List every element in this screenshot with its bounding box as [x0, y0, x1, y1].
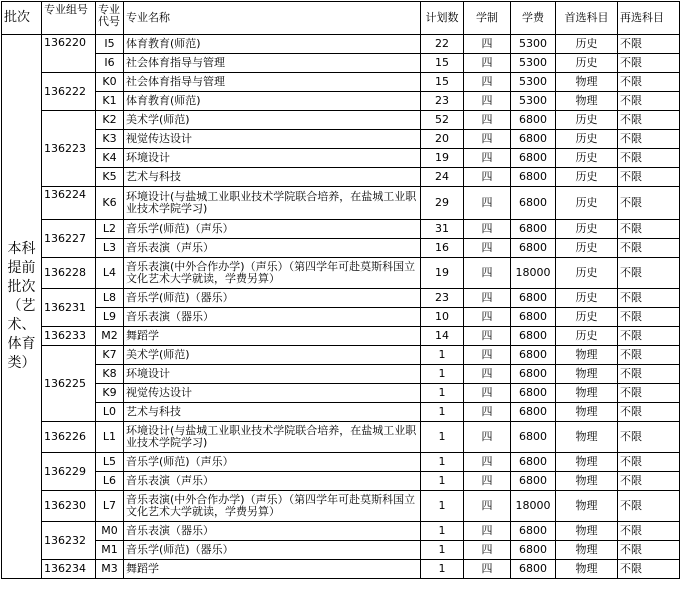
second-subject-cell: 不限: [618, 187, 680, 220]
major-code-cell: L2: [96, 220, 124, 239]
plan-count-cell: 1: [421, 453, 464, 472]
second-subject-cell: 不限: [618, 384, 680, 403]
plan-count-cell: 15: [421, 54, 464, 73]
duration-cell: 四: [464, 220, 511, 239]
second-subject-cell: 不限: [618, 491, 680, 522]
second-subject-cell: 不限: [618, 453, 680, 472]
major-code-cell: L5: [96, 453, 124, 472]
duration-cell: 四: [464, 35, 511, 54]
tuition-cell: 6800: [511, 384, 556, 403]
duration-cell: 四: [464, 92, 511, 111]
table-row: [2, 491, 680, 522]
table-row: [2, 168, 680, 187]
table-row: [2, 187, 680, 220]
major-code-cell: L4: [96, 258, 124, 289]
major-code-cell: I5: [96, 35, 124, 54]
tuition-cell: 6800: [511, 346, 556, 365]
table-row: [2, 54, 680, 73]
second-subject-cell: 不限: [618, 346, 680, 365]
plan-count-cell: 19: [421, 258, 464, 289]
major-name-cell: 社会体育指导与管理: [124, 54, 421, 73]
plan-count-cell: 1: [421, 560, 464, 579]
table-row: [2, 522, 680, 541]
first-subject-cell: 历史: [556, 130, 618, 149]
tuition-cell: 6800: [511, 541, 556, 560]
plan-count-cell: 1: [421, 522, 464, 541]
major-name-cell: 音乐表演（声乐）: [124, 472, 421, 491]
plan-count-cell: 1: [421, 365, 464, 384]
major-name-cell: 体育教育(师范): [124, 92, 421, 111]
plan-count-cell: 14: [421, 327, 464, 346]
header-batch: 批次: [2, 2, 42, 35]
header-first-subject: 首选科目: [556, 2, 618, 35]
major-code-cell: L6: [96, 472, 124, 491]
duration-cell: 四: [464, 541, 511, 560]
tuition-cell: 6800: [511, 187, 556, 220]
plan-count-cell: 31: [421, 220, 464, 239]
second-subject-cell: 不限: [618, 168, 680, 187]
plan-count-cell: 1: [421, 422, 464, 453]
group-id-cell: 136229: [42, 453, 96, 491]
plan-count-cell: 29: [421, 187, 464, 220]
header-group: 专业组号: [42, 2, 96, 35]
header-code: 专业代号: [96, 2, 124, 35]
table-row: [2, 308, 680, 327]
major-code-cell: M2: [96, 327, 124, 346]
second-subject-cell: 不限: [618, 54, 680, 73]
major-code-cell: L0: [96, 403, 124, 422]
tuition-cell: 6800: [511, 560, 556, 579]
admission-plan-table: [1, 1, 680, 579]
tuition-cell: 6800: [511, 239, 556, 258]
header-duration: 学制: [464, 2, 511, 35]
table-row: [2, 422, 680, 453]
first-subject-cell: 物理: [556, 73, 618, 92]
header-fee: 学费: [511, 2, 556, 35]
major-code-cell: K9: [96, 384, 124, 403]
table-row: [2, 560, 680, 579]
group-id-cell: 136222: [42, 73, 96, 111]
table-row: [2, 403, 680, 422]
plan-count-cell: 1: [421, 403, 464, 422]
tuition-cell: 18000: [511, 491, 556, 522]
plan-count-cell: 20: [421, 130, 464, 149]
duration-cell: 四: [464, 111, 511, 130]
first-subject-cell: 历史: [556, 258, 618, 289]
major-name-cell: 音乐表演（声乐）: [124, 239, 421, 258]
first-subject-cell: 历史: [556, 111, 618, 130]
first-subject-cell: 物理: [556, 384, 618, 403]
plan-count-cell: 23: [421, 92, 464, 111]
plan-count-cell: 52: [421, 111, 464, 130]
second-subject-cell: 不限: [618, 472, 680, 491]
major-code-cell: M0: [96, 522, 124, 541]
table-row: [2, 365, 680, 384]
first-subject-cell: 历史: [556, 35, 618, 54]
duration-cell: 四: [464, 346, 511, 365]
major-name-cell: 美术学(师范): [124, 346, 421, 365]
tuition-cell: 6800: [511, 453, 556, 472]
second-subject-cell: 不限: [618, 92, 680, 111]
second-subject-cell: 不限: [618, 365, 680, 384]
duration-cell: 四: [464, 73, 511, 92]
table-row: [2, 258, 680, 289]
second-subject-cell: 不限: [618, 289, 680, 308]
tuition-cell: 6800: [511, 130, 556, 149]
header-row: [2, 2, 680, 35]
major-name-cell: 舞蹈学: [124, 327, 421, 346]
major-code-cell: L8: [96, 289, 124, 308]
tuition-cell: 6800: [511, 168, 556, 187]
major-name-cell: 音乐学(师范)（器乐）: [124, 289, 421, 308]
table-row: [2, 453, 680, 472]
tuition-cell: 6800: [511, 365, 556, 384]
duration-cell: 四: [464, 365, 511, 384]
table-row: [2, 111, 680, 130]
second-subject-cell: 不限: [618, 522, 680, 541]
second-subject-cell: 不限: [618, 73, 680, 92]
plan-count-cell: 1: [421, 346, 464, 365]
group-id-cell: 136227: [42, 220, 96, 258]
tuition-cell: 6800: [511, 289, 556, 308]
tuition-cell: 5300: [511, 73, 556, 92]
duration-cell: 四: [464, 327, 511, 346]
duration-cell: 四: [464, 384, 511, 403]
second-subject-cell: 不限: [618, 111, 680, 130]
table-row: [2, 289, 680, 308]
tuition-cell: 6800: [511, 522, 556, 541]
first-subject-cell: 物理: [556, 422, 618, 453]
table-row: [2, 35, 680, 54]
header-name: 专业名称: [124, 2, 421, 35]
major-name-cell: 环境设计: [124, 365, 421, 384]
plan-count-cell: 23: [421, 289, 464, 308]
table-body: [2, 35, 680, 579]
major-code-cell: K4: [96, 149, 124, 168]
major-name-cell: 音乐学(师范)（器乐）: [124, 541, 421, 560]
major-code-cell: K3: [96, 130, 124, 149]
second-subject-cell: 不限: [618, 403, 680, 422]
major-name-cell: 音乐表演（器乐）: [124, 522, 421, 541]
second-subject-cell: 不限: [618, 35, 680, 54]
tuition-cell: 6800: [511, 220, 556, 239]
table-row: [2, 472, 680, 491]
major-code-cell: L3: [96, 239, 124, 258]
first-subject-cell: 历史: [556, 187, 618, 220]
major-code-cell: M3: [96, 560, 124, 579]
duration-cell: 四: [464, 560, 511, 579]
second-subject-cell: 不限: [618, 149, 680, 168]
first-subject-cell: 物理: [556, 365, 618, 384]
major-code-cell: K0: [96, 73, 124, 92]
first-subject-cell: 物理: [556, 541, 618, 560]
second-subject-cell: 不限: [618, 560, 680, 579]
tuition-cell: 18000: [511, 258, 556, 289]
first-subject-cell: 物理: [556, 522, 618, 541]
plan-count-cell: 22: [421, 35, 464, 54]
major-name-cell: 音乐表演(中外合作办学)（声乐）（第四学年可赴莫斯科国立文化艺术大学就读，学费另算）: [124, 491, 421, 522]
major-name-cell: 艺术与科技: [124, 403, 421, 422]
major-name-cell: 音乐学(师范)（声乐）: [124, 220, 421, 239]
major-name-cell: 环境设计(与盐城工业职业技术学院联合培养，在盐城工业职业技术学院学习): [124, 187, 421, 220]
table-row: [2, 220, 680, 239]
group-id-cell: 136220: [42, 35, 96, 73]
duration-cell: 四: [464, 187, 511, 220]
tuition-cell: 5300: [511, 54, 556, 73]
group-id-cell: 136225: [42, 346, 96, 422]
tuition-cell: 6800: [511, 403, 556, 422]
major-code-cell: I6: [96, 54, 124, 73]
major-code-cell: K1: [96, 92, 124, 111]
tuition-cell: 6800: [511, 308, 556, 327]
first-subject-cell: 物理: [556, 92, 618, 111]
first-subject-cell: 物理: [556, 491, 618, 522]
group-id-cell: 136223: [42, 111, 96, 187]
first-subject-cell: 历史: [556, 220, 618, 239]
tuition-cell: 6800: [511, 111, 556, 130]
second-subject-cell: 不限: [618, 239, 680, 258]
major-code-cell: K5: [96, 168, 124, 187]
table-row: [2, 130, 680, 149]
table-row: [2, 327, 680, 346]
plan-count-cell: 1: [421, 384, 464, 403]
group-id-cell: 136228: [42, 258, 96, 289]
table-row: [2, 239, 680, 258]
first-subject-cell: 历史: [556, 149, 618, 168]
tuition-cell: 6800: [511, 422, 556, 453]
duration-cell: 四: [464, 472, 511, 491]
second-subject-cell: 不限: [618, 308, 680, 327]
tuition-cell: 5300: [511, 35, 556, 54]
second-subject-cell: 不限: [618, 422, 680, 453]
first-subject-cell: 物理: [556, 472, 618, 491]
second-subject-cell: 不限: [618, 220, 680, 239]
table-row: [2, 384, 680, 403]
major-code-cell: K8: [96, 365, 124, 384]
plan-count-cell: 19: [421, 149, 464, 168]
first-subject-cell: 历史: [556, 327, 618, 346]
second-subject-cell: 不限: [618, 130, 680, 149]
header-second-subject: 再选科目: [618, 2, 680, 35]
group-id-cell: 136224: [42, 187, 96, 220]
first-subject-cell: 历史: [556, 239, 618, 258]
duration-cell: 四: [464, 491, 511, 522]
major-code-cell: K6: [96, 187, 124, 220]
group-id-cell: 136230: [42, 491, 96, 522]
plan-count-cell: 1: [421, 491, 464, 522]
duration-cell: 四: [464, 130, 511, 149]
plan-count-cell: 15: [421, 73, 464, 92]
tuition-cell: 6800: [511, 472, 556, 491]
major-name-cell: 体育教育(师范): [124, 35, 421, 54]
table-row: [2, 541, 680, 560]
group-id-cell: 136231: [42, 289, 96, 327]
major-code-cell: L7: [96, 491, 124, 522]
duration-cell: 四: [464, 453, 511, 472]
group-id-cell: 136226: [42, 422, 96, 453]
second-subject-cell: 不限: [618, 541, 680, 560]
major-name-cell: 环境设计(与盐城工业职业技术学院联合培养，在盐城工业职业技术学院学习): [124, 422, 421, 453]
plan-count-cell: 1: [421, 472, 464, 491]
major-name-cell: 艺术与科技: [124, 168, 421, 187]
tuition-cell: 5300: [511, 92, 556, 111]
group-id-cell: 136232: [42, 522, 96, 560]
tuition-cell: 6800: [511, 149, 556, 168]
tuition-cell: 6800: [511, 327, 556, 346]
duration-cell: 四: [464, 239, 511, 258]
first-subject-cell: 历史: [556, 54, 618, 73]
plan-count-cell: 1: [421, 541, 464, 560]
duration-cell: 四: [464, 54, 511, 73]
plan-count-cell: 24: [421, 168, 464, 187]
duration-cell: 四: [464, 149, 511, 168]
table-row: [2, 346, 680, 365]
batch-cell: 本科提前批次（艺术、体育类）: [2, 35, 42, 579]
major-name-cell: 环境设计: [124, 149, 421, 168]
first-subject-cell: 物理: [556, 403, 618, 422]
second-subject-cell: 不限: [618, 327, 680, 346]
plan-count-cell: 16: [421, 239, 464, 258]
first-subject-cell: 物理: [556, 560, 618, 579]
duration-cell: 四: [464, 308, 511, 327]
duration-cell: 四: [464, 403, 511, 422]
major-name-cell: 社会体育指导与管理: [124, 73, 421, 92]
major-name-cell: 视觉传达设计: [124, 384, 421, 403]
major-name-cell: 音乐学(师范)（声乐）: [124, 453, 421, 472]
first-subject-cell: 历史: [556, 308, 618, 327]
major-code-cell: L9: [96, 308, 124, 327]
duration-cell: 四: [464, 522, 511, 541]
duration-cell: 四: [464, 289, 511, 308]
table-row: [2, 73, 680, 92]
major-name-cell: 美术学(师范): [124, 111, 421, 130]
major-name-cell: 音乐表演（器乐）: [124, 308, 421, 327]
plan-count-cell: 10: [421, 308, 464, 327]
table-row: [2, 92, 680, 111]
second-subject-cell: 不限: [618, 258, 680, 289]
first-subject-cell: 历史: [556, 289, 618, 308]
group-id-cell: 136233: [42, 327, 96, 346]
first-subject-cell: 历史: [556, 168, 618, 187]
major-name-cell: 舞蹈学: [124, 560, 421, 579]
first-subject-cell: 物理: [556, 453, 618, 472]
first-subject-cell: 物理: [556, 346, 618, 365]
major-code-cell: M1: [96, 541, 124, 560]
major-name-cell: 音乐表演(中外合作办学)（声乐）（第四学年可赴莫斯科国立文化艺术大学就读，学费另算）: [124, 258, 421, 289]
duration-cell: 四: [464, 168, 511, 187]
major-code-cell: K7: [96, 346, 124, 365]
duration-cell: 四: [464, 258, 511, 289]
group-id-cell: 136234: [42, 560, 96, 579]
major-code-cell: K2: [96, 111, 124, 130]
header-plan: 计划数: [421, 2, 464, 35]
duration-cell: 四: [464, 422, 511, 453]
major-code-cell: L1: [96, 422, 124, 453]
table-row: [2, 149, 680, 168]
major-name-cell: 视觉传达设计: [124, 130, 421, 149]
